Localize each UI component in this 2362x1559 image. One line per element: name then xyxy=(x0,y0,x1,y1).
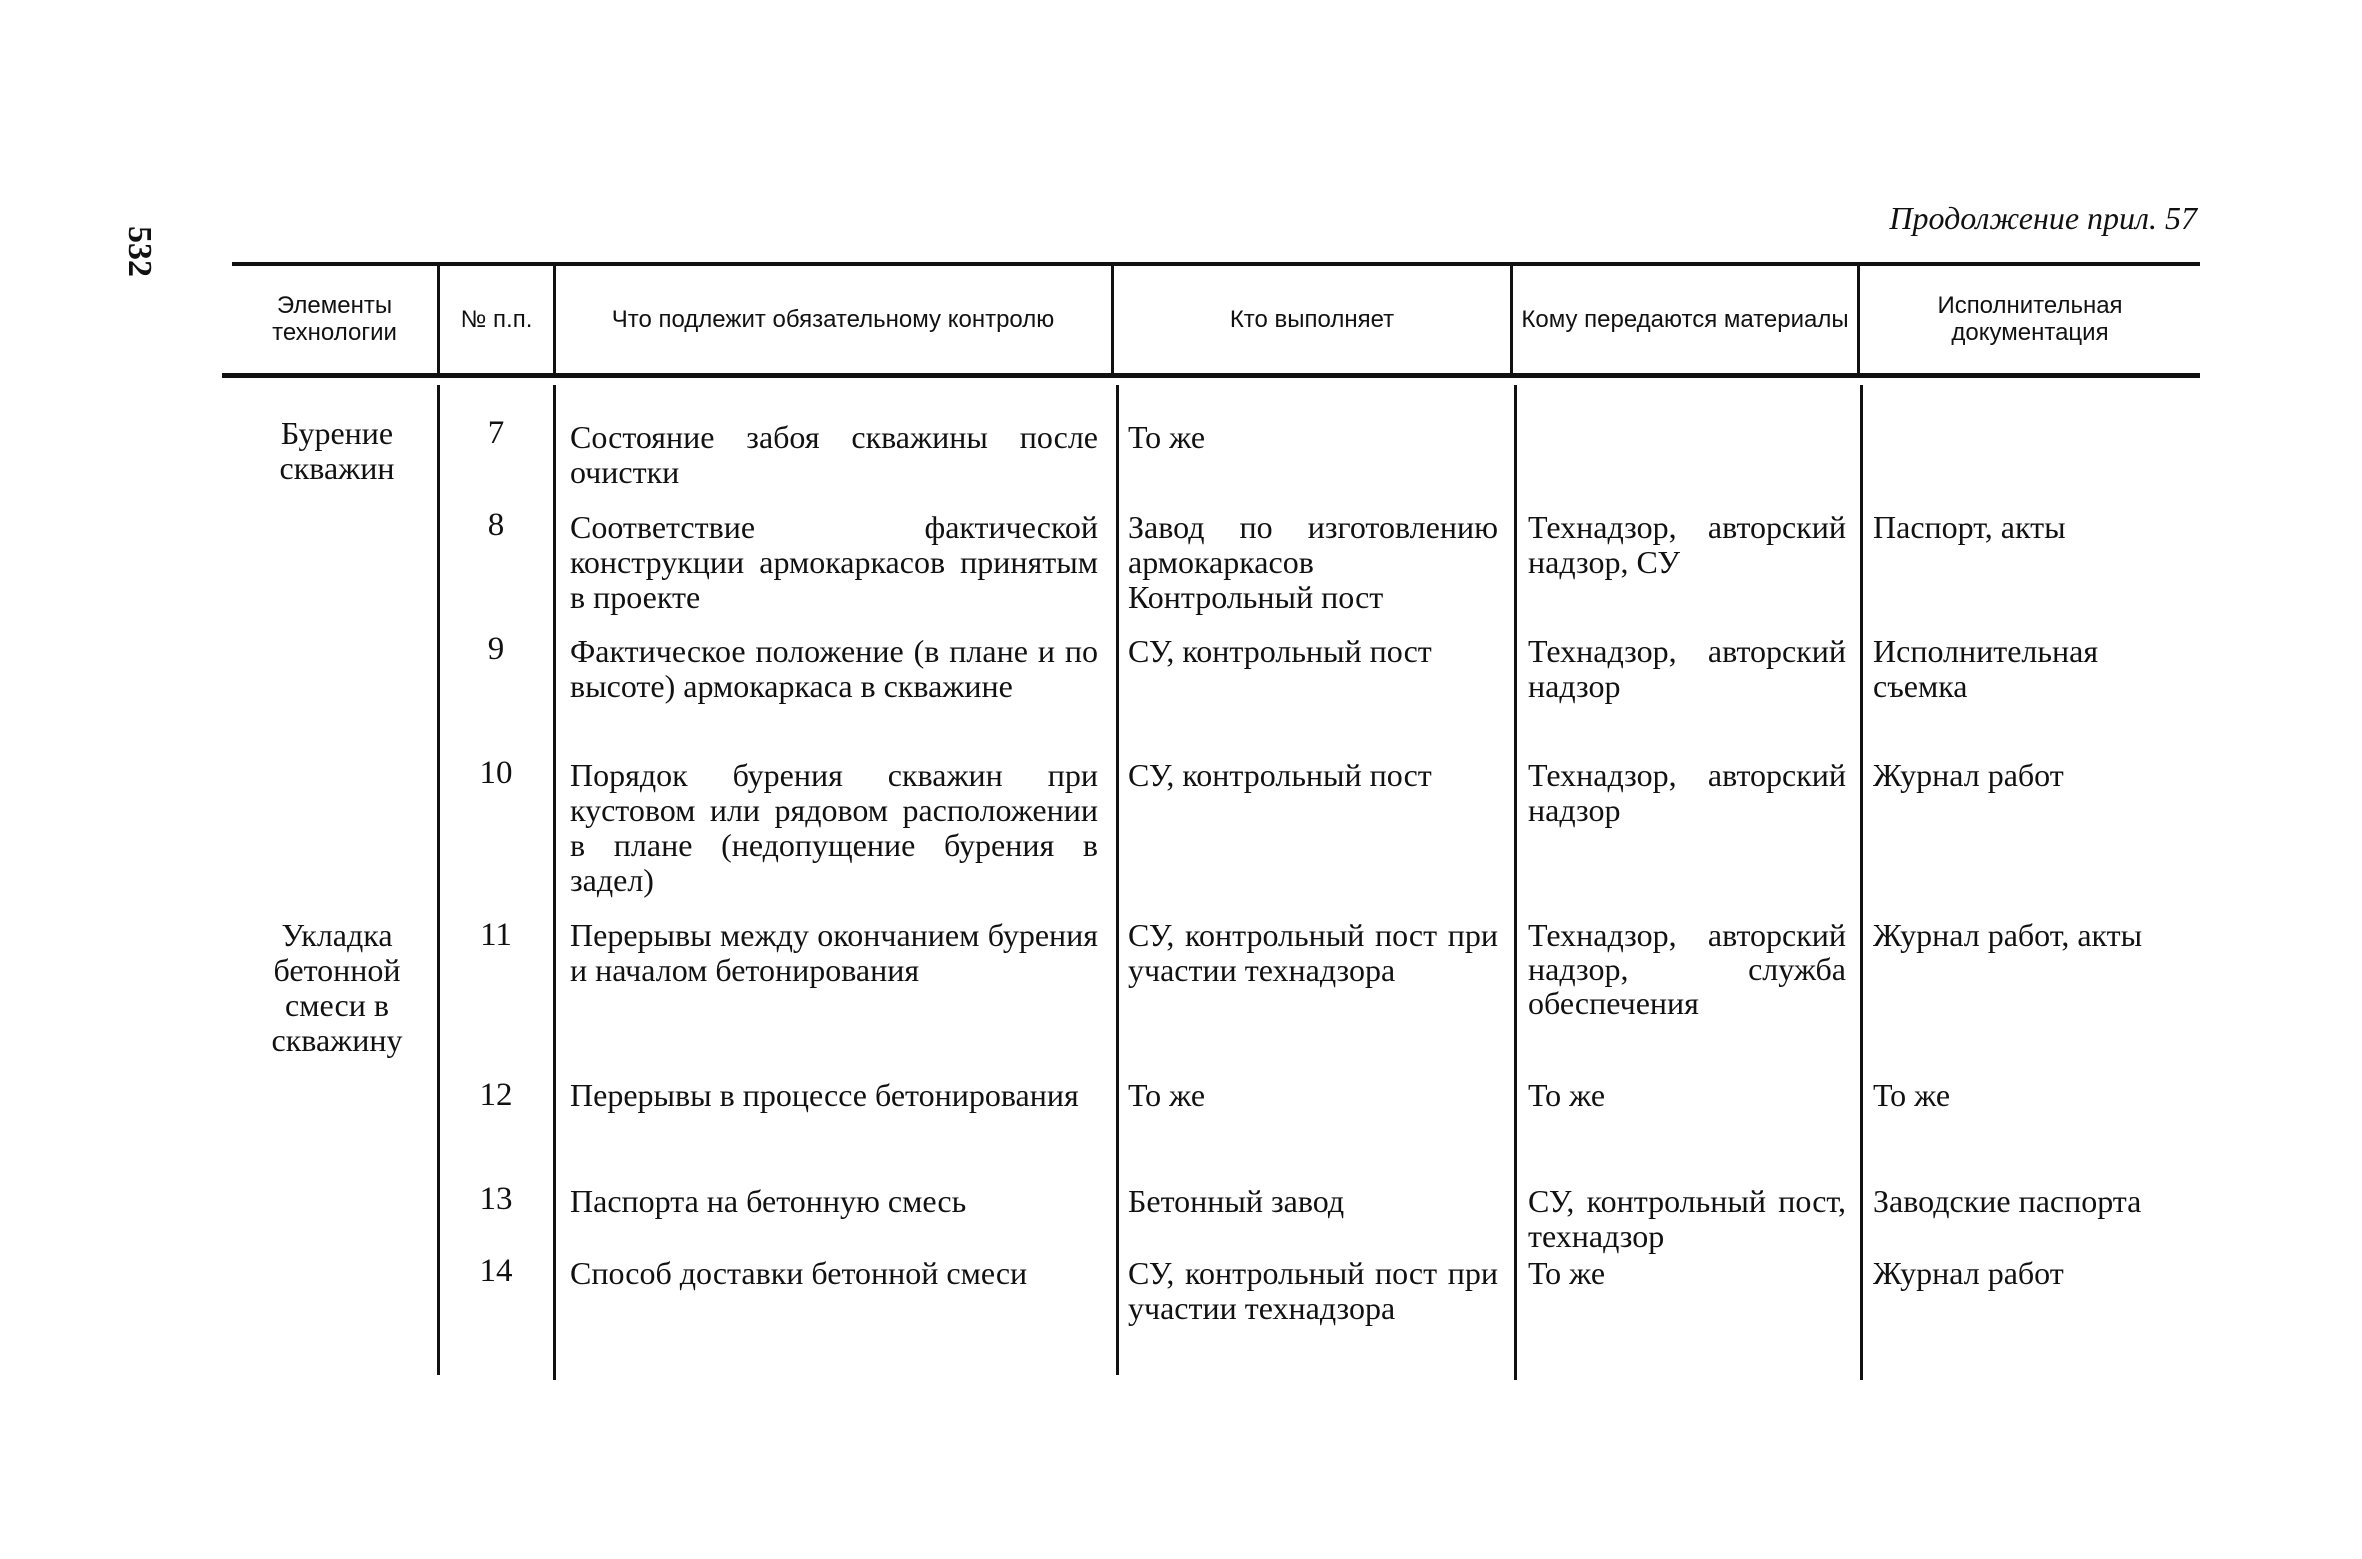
cell-who: То же xyxy=(1128,419,1206,455)
column-divider xyxy=(553,385,556,1380)
column-divider xyxy=(1116,385,1119,1375)
cell-docs: Паспорт, акты xyxy=(1873,509,2066,545)
cell-docs: Журнал работ xyxy=(1873,757,2064,793)
row-number: 7 xyxy=(487,415,505,451)
row-number: 10 xyxy=(479,755,513,791)
cell-docs: То же xyxy=(1873,1077,1951,1113)
cell-who: Бетонный завод xyxy=(1128,1183,1345,1219)
header-to-whom: Кому передаются материалы xyxy=(1521,305,1849,333)
table-top-rule xyxy=(232,262,2200,266)
cell-docs: Исполнительная съемка xyxy=(1873,633,2099,704)
continuation-label: Продолжение прил. 57 xyxy=(1889,200,2197,236)
column-divider xyxy=(1514,385,1517,1380)
group-label-drilling: Бурение скважин xyxy=(279,415,395,486)
cell-who: СУ, контрольный пост при участии технадзора xyxy=(1128,1255,1498,1326)
cell-to-whom: Технадзор, авторский надзор, служба обеспечения xyxy=(1528,917,1846,1021)
cell-to-whom: То же xyxy=(1528,1255,1606,1291)
cell-docs: Журнал работ, акты xyxy=(1873,917,2143,953)
cell-who: СУ, контрольный пост при участии технадзора xyxy=(1128,917,1498,988)
header-num: № п.п. xyxy=(460,305,533,333)
cell-to-whom: То же xyxy=(1528,1077,1606,1113)
row-number: 14 xyxy=(479,1253,513,1289)
cell-to-whom: СУ, контрольный пост, технадзор xyxy=(1528,1183,1846,1254)
cell-docs: Журнал работ xyxy=(1873,1255,2064,1291)
row-number: 13 xyxy=(479,1181,513,1217)
cell-who: СУ, контрольный пост xyxy=(1128,757,1432,793)
group-label-concreting: Укладка бетонной смеси в скважину xyxy=(271,917,403,1058)
cell-what: Способ доставки бетонной смеси xyxy=(570,1255,1028,1291)
cell-what: Соответствие фактической конструкции армокаркасов принятым в проекте xyxy=(570,509,1098,615)
row-number: 11 xyxy=(480,917,512,953)
table-header-rule xyxy=(222,373,2200,378)
cell-who: То же xyxy=(1128,1077,1206,1113)
row-number: 12 xyxy=(479,1077,513,1113)
header-divider xyxy=(553,266,556,373)
row-number: 8 xyxy=(487,507,505,543)
cell-to-whom: Технадзор, авторский надзор xyxy=(1528,633,1846,704)
header-what: Что подлежит обязательному контролю xyxy=(611,305,1055,333)
header-who: Кто выполняет xyxy=(1229,305,1395,333)
header-elements: Элементы технологии xyxy=(272,292,397,346)
cell-what: Перерывы в процессе бетонирования xyxy=(570,1077,1079,1113)
cell-to-whom: Технадзор, авторский надзор, СУ xyxy=(1528,509,1846,580)
page-number: 532 xyxy=(121,226,158,277)
cell-what: Состояние забоя скважины после очистки xyxy=(570,419,1098,490)
cell-what: Порядок бурения скважин при кустовом или рядовом расположении в плане (недопущение бурения в задел) xyxy=(570,757,1098,898)
cell-to-whom: Технадзор, авторский надзор xyxy=(1528,757,1846,828)
cell-who: СУ, контрольный пост xyxy=(1128,633,1432,669)
cell-who: Завод по изготовлению армокаркасов Контрольный пост xyxy=(1128,509,1498,615)
header-docs: Исполнительная документация xyxy=(1937,292,2123,346)
cell-what: Паспорта на бетонную смесь xyxy=(570,1183,967,1219)
cell-what: Фактическое положение (в плане и по высоте) армокаркаса в скважине xyxy=(570,633,1098,704)
cell-docs: Заводские паспорта xyxy=(1873,1183,2142,1219)
column-divider xyxy=(1860,385,1863,1380)
cell-what: Перерывы между окончанием бурения и началом бетонирования xyxy=(570,917,1098,988)
row-number: 9 xyxy=(487,631,505,667)
